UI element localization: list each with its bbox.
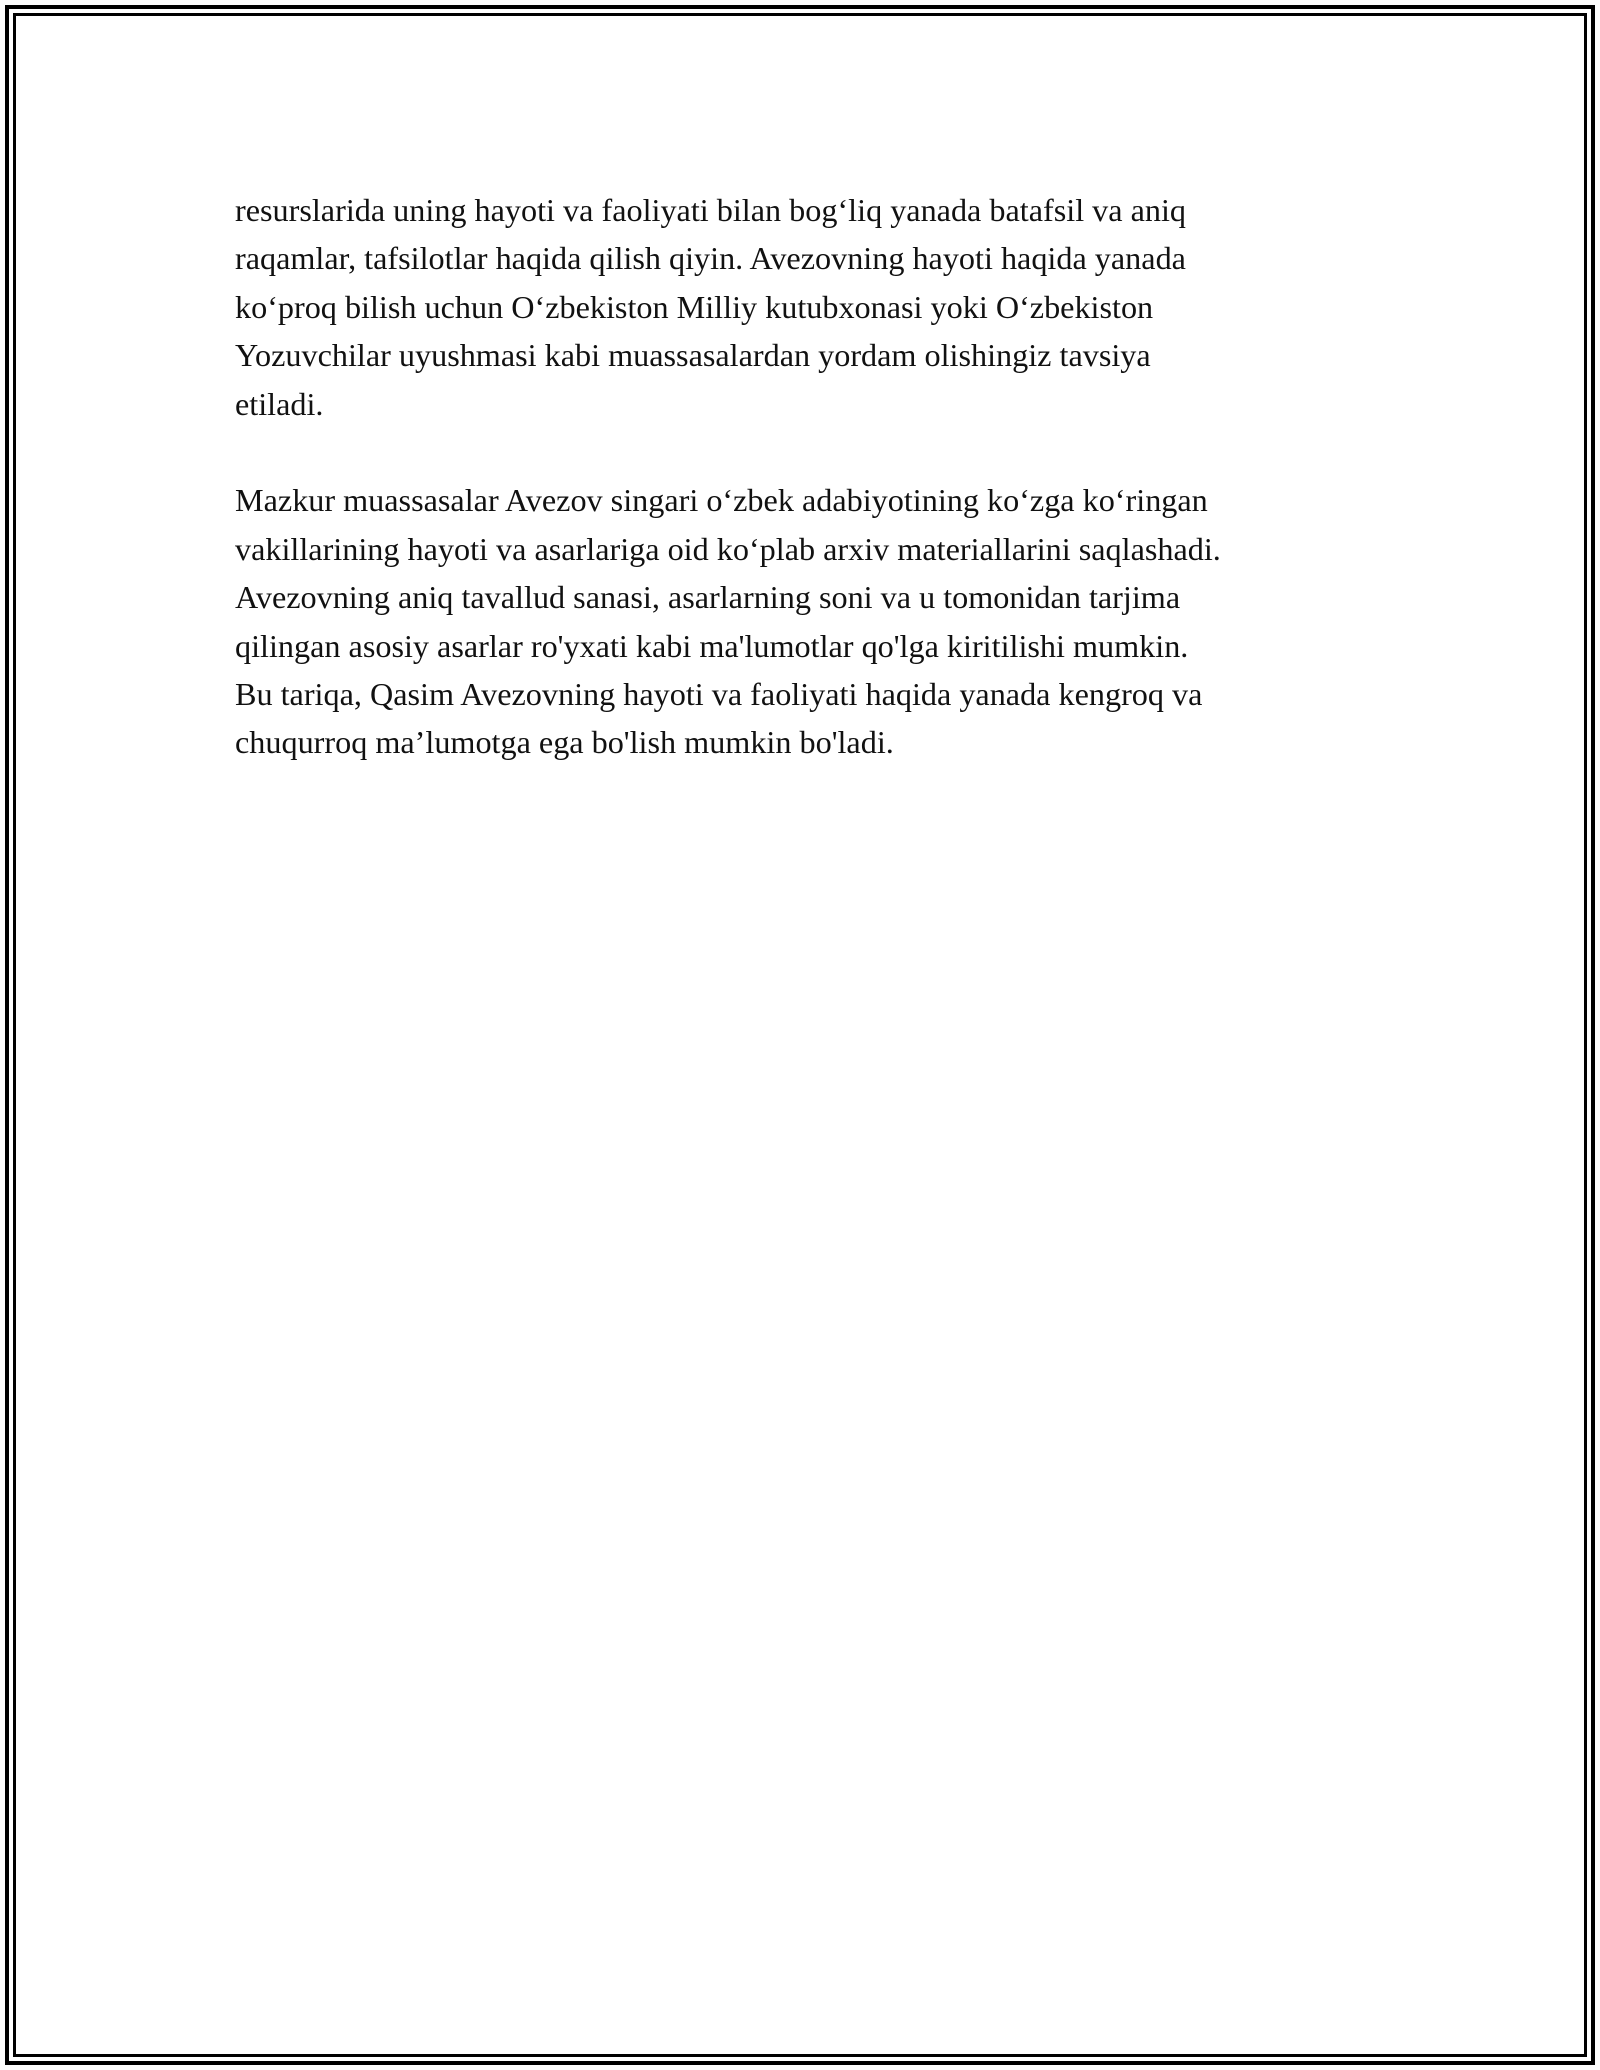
paragraph-2 — [235, 476, 1375, 766]
text-line: vakillarining hayoti va asarlariga oid ko‘plab arxiv materiallarini saqlashadi. — [235, 530, 1221, 567]
text-line: Bu tariqa, Qasim Avezovning hayoti va faoliyati haqida yanada kengroq va — [235, 676, 1203, 713]
text-line: chuqurroq ma’lumotga ega bo'lish mumkin bo'ladi. — [235, 724, 894, 761]
text-line: raqamlar, tafsilotlar haqida qilish qiyin. Avezovning hayoti haqida yanada — [235, 240, 1186, 277]
text-line: qilingan asosiy asarlar ro'yxati kabi ma'lumotlar qo'lga kiritilishi mumkin. — [235, 627, 1189, 664]
paragraph-1 — [235, 186, 1375, 428]
text-line: Yozuvchilar uyushmasi kabi muassasalardan yordam olishingiz tavsiya — [235, 337, 1151, 374]
text-line: resurslarida uning hayoti va faoliyati bilan bog‘liq yanada batafsil va aniq — [235, 192, 1187, 228]
text-line: Mazkur muassasalar Avezov singari o‘zbek adabiyotining ko‘zga ko‘ringan — [235, 482, 1208, 519]
text-line: Avezovning aniq tavallud sanasi, asarlarning soni va u tomonidan tarjima — [235, 579, 1181, 616]
text-line: ko‘proq bilish uchun O‘zbekiston Milliy kutubxonasi yoki O‘zbekiston — [235, 288, 1154, 325]
text-line: etiladi. — [235, 385, 324, 422]
document-body — [235, 186, 1375, 767]
